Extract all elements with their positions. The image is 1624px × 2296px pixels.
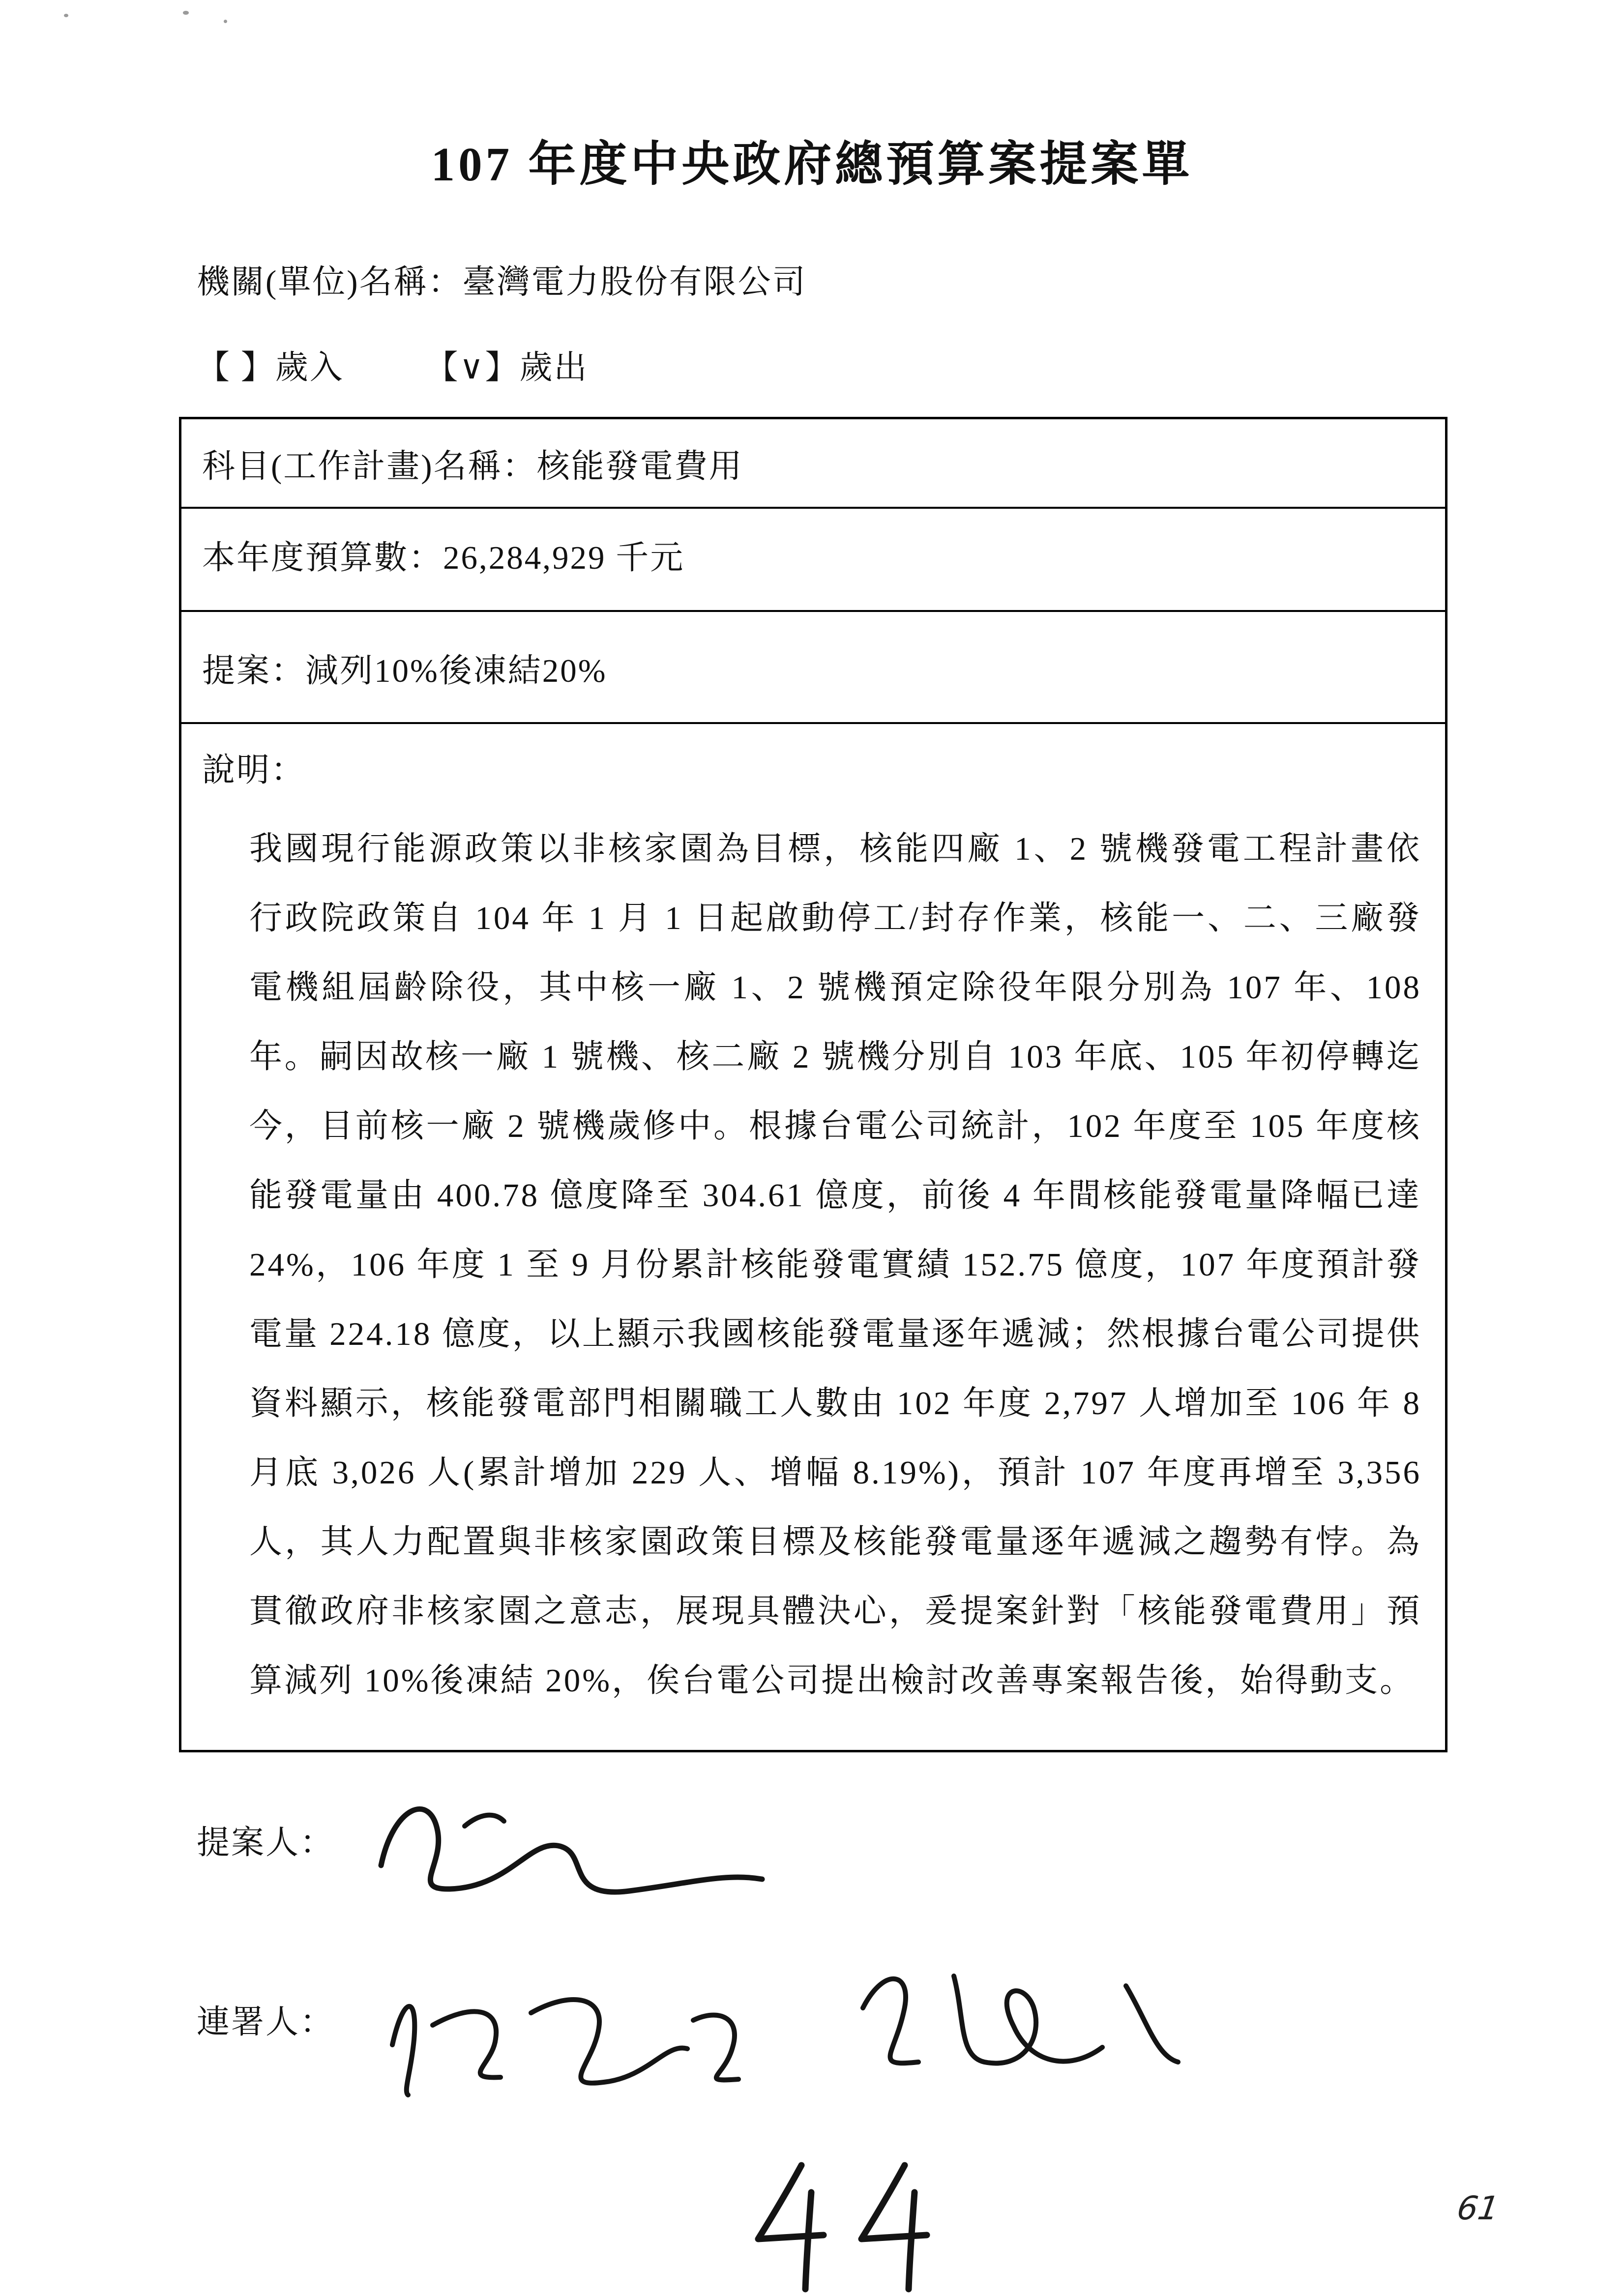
cosigner-signature-1	[369, 1961, 752, 2123]
checkbox-revenue: 【 】歲入	[197, 349, 344, 386]
checkbox-expenditure-checked: 【∨】歲出	[425, 349, 589, 386]
description-label: 說明：	[202, 752, 305, 788]
cosigner-signature-2	[831, 1944, 1205, 2111]
scan-artifact	[224, 20, 227, 23]
agency-name-line: 機關(單位)名稱：臺灣電力股份有限公司	[197, 264, 807, 300]
proposal-form-table	[179, 417, 1447, 1752]
handwritten-number-44	[728, 2146, 964, 2296]
proposer-signature	[347, 1767, 789, 1929]
cosigner-signature-row	[197, 1966, 1624, 2128]
page-title: 107 年度中央政府總預算案提案單	[431, 138, 1193, 191]
description-row	[181, 724, 1445, 1750]
cosigner-label: 連署人：	[197, 2004, 334, 2040]
page-number: 61	[1454, 2189, 1502, 2227]
scan-artifact	[64, 14, 68, 17]
scan-artifact	[183, 11, 189, 15]
proposal-row: 提案：減列10%後凍結20%	[181, 612, 1445, 724]
proposer-signature-row	[197, 1787, 1624, 1939]
subject-row: 科目(工作計畫)名稱：核能發電費用	[181, 419, 1445, 509]
proposer-label: 提案人：	[197, 1825, 334, 1861]
category-check-line	[197, 341, 1624, 388]
description-text: 我國現行能源政策以非核家園為目標，核能四廠 1、2 號機發電工程計畫依行政院政策自 104 年 1 月 1 日起啟動停工/封存作業，核能一、二、三廠發電機組屆齡除役，其中核一廠 1、2 號機預定除役年限分別為 107 年、108 年。嗣因故核一廠 1 號機、核二廠 2 號機分別自 103 年底、105 年初停轉迄今，目前核一廠 2 號機歲修中。根據台電公司統計，102 年度至 105 年度核能發電量由 400.78 億度降至 304.61 億度，前後 4 年間核能發電量降幅已達 24%，106 年度 1 至 9 月份累計核能發電實績 152.75 億度，107 年度預計發電量 224.18 億度，以上顯示我國核能發電量逐年遞減；然根據台電公司提供資料顯示，核能發電部門相關職工人數由 102 年度 2,797 人增加至 106 年 8 月底 3,026 人(累計增加 229 人、增幅 8.19%)，預計 107 年度再增至 3,356 人，其人力配置與非核家園政策目標及核能發電量逐年遞減之趨勢有悖。為貫徹政府非核家園之意志，展現具體決心，爰提案針對「核能發電費用」預算減列 10%後凍結 20%，俟台電公司提出檢討改善專案報告後，始得動支。	[249, 831, 1421, 1699]
budget-row: 本年度預算數：26,284,929 千元	[181, 509, 1445, 612]
